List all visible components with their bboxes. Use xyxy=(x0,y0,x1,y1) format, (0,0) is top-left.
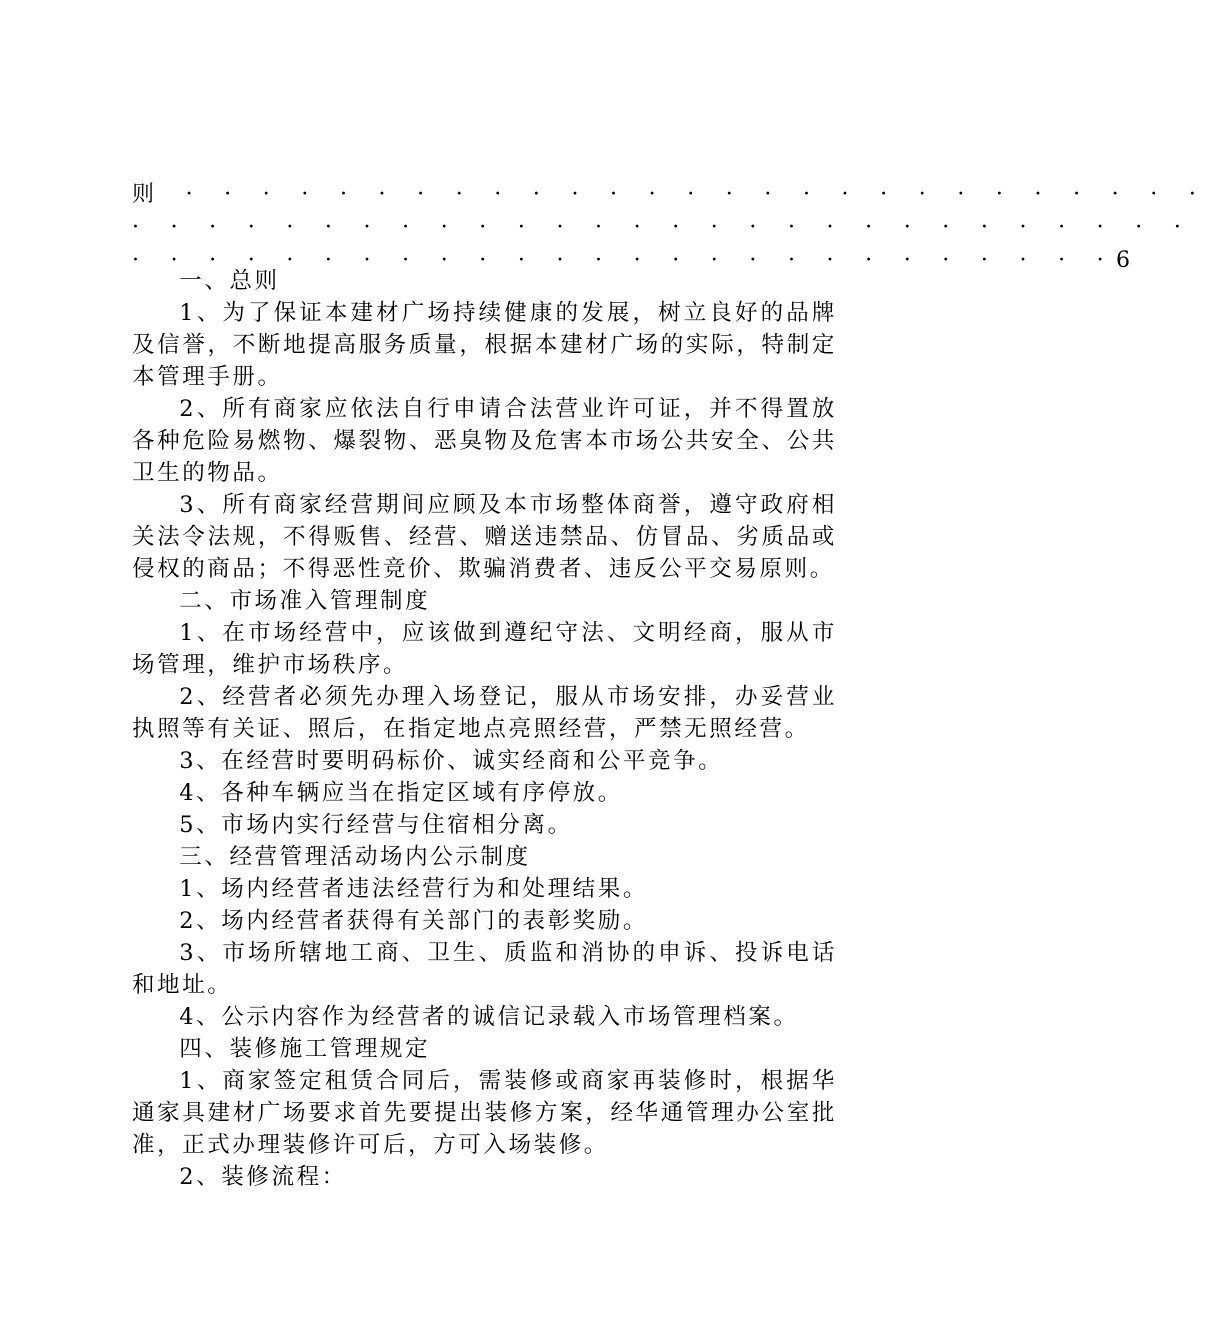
paragraph: 1、场内经营者违法经营行为和处理结果。 xyxy=(179,876,648,902)
section-heading: 二、市场准入管理制度 xyxy=(179,588,431,614)
toc-line: · · · · · · · · · · · · · · · · · · · · · · · · · · · · xyxy=(132,215,1194,240)
section-heading: 三、经营管理活动场内公示制度 xyxy=(179,844,531,870)
section-heading: 四、装修施工管理规定 xyxy=(179,1036,431,1062)
toc-line: · · · · · · · · · · · · · · · · · · · · · · · · · ·6 xyxy=(132,248,1143,273)
document-body xyxy=(132,265,837,1193)
paragraph: 3、市场所辖地工商、卫生、质监和消协的申诉、投诉电话和地址。 xyxy=(132,940,837,998)
paragraph: 1、在市场经营中，应该做到遵纪守法、文明经商，服从市场管理，维护市场秩序。 xyxy=(132,620,837,678)
paragraph: 3、在经营时要明码标价、诚实经商和公平竞争。 xyxy=(179,748,724,774)
section-heading: 一、总则 xyxy=(179,268,280,294)
paragraph: 4、各种车辆应当在指定区域有序停放。 xyxy=(179,780,623,806)
paragraph: 4、公示内容作为经营者的诚信记录载入市场管理档案。 xyxy=(179,1004,799,1030)
paragraph: 2、场内经营者获得有关部门的表彰奖励。 xyxy=(179,908,648,934)
paragraph: 5、市场内实行经营与住宿相分离。 xyxy=(179,812,573,838)
paragraph: 1、商家签定租赁合同后，需装修或商家再装修时，根据华通家具建材广场要求首先要提出装修方案，经华通管理办公室批准，正式办理装修许可后，方可入场装修。 xyxy=(132,1068,837,1158)
paragraph: 3、所有商家经营期间应顾及本市场整体商誉，遵守政府相关法令法规，不得贩售、经营、赠送违禁品、仿冒品、劣质品或侵权的商品；不得恶性竞价、欺骗消费者、违反公平交易原则。 xyxy=(132,492,837,582)
paragraph: 1、为了保证本建材广场持续健康的发展，树立良好的品牌及信誉，不断地提高服务质量，根据本建材广场的实际，特制定本管理手册。 xyxy=(132,300,837,390)
paragraph: 2、装修流程： xyxy=(179,1164,347,1190)
paragraph: 2、经营者必须先办理入场登记，服从市场安排，办妥营业执照等有关证、照后，在指定地点亮照经营，严禁无照经营。 xyxy=(132,684,837,742)
paragraph: 2、所有商家应依法自行申请合法营业许可证，并不得置放各种危险易燃物、爆裂物、恶臭物及危害本市场公共安全、公共卫生的物品。 xyxy=(132,396,837,486)
table-of-contents-fragment xyxy=(132,178,1208,277)
toc-line: 则 · · · · · · · · · · · · · · · · · · · · · · · · · · · xyxy=(132,182,1208,207)
